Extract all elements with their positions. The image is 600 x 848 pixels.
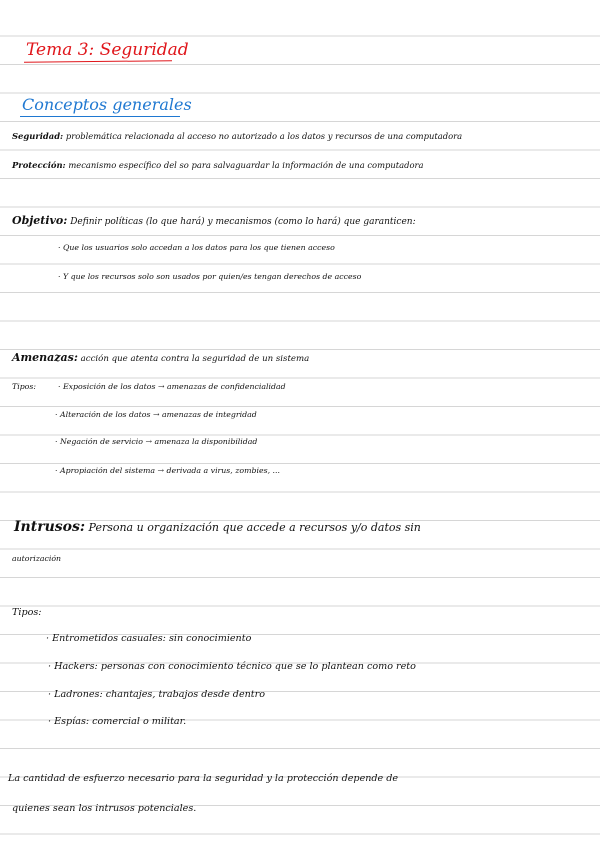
conclusion-line-2: quienes sean los intrusos potenciales. (12, 803, 197, 814)
list-item: · Ladrones: chantajes, trabajos desde dentro (48, 689, 266, 700)
amenazas-tipos-label: Tipos: (12, 382, 37, 391)
term-amenazas: Amenazas: (12, 351, 78, 364)
term-intrusos: Intrusos: (14, 519, 86, 535)
intrusos-text-continued: autorización (12, 554, 62, 563)
list-item: · Hackers: personas con conocimiento técnico que se lo plantean como reto (48, 661, 416, 672)
conclusion-line-1: La cantidad de esfuerzo necesario para la seguridad y la protección depende de (8, 773, 399, 784)
intrusos-tipos-label: Tipos: (12, 607, 42, 618)
intrusos-text: Persona u organización que accede a recursos y/o datos sin (88, 521, 421, 534)
amenazas-line (12, 352, 309, 364)
list-item: · Que los usuarios solo accedan a los datos para los que tienen acceso (58, 243, 335, 252)
definition-text: mecanismo específico del so para salvaguardar la información de una computadora (68, 160, 424, 170)
definition-text: problemática relacionada al acceso no autorizado a los datos y recursos de una computadora (65, 131, 463, 141)
intrusos-line (14, 520, 421, 534)
list-item: · Y que los recursos solo son usados por quien/es tengan derechos de acceso (58, 272, 362, 281)
section-title-underline (20, 116, 180, 117)
page-title: Tema 3: Seguridad (26, 40, 189, 60)
list-item: · Espías: comercial o militar. (48, 716, 187, 727)
definition-proteccion (12, 161, 424, 169)
term-objetivo: Objetivo: (12, 214, 68, 227)
list-item: · Exposición de los datos → amenazas de confidencialidad (58, 382, 286, 391)
definition-seguridad (12, 132, 462, 140)
title-underline (24, 60, 172, 63)
term-proteccion: Protección: (12, 160, 66, 170)
term-seguridad: Seguridad: (12, 131, 64, 141)
objetivo-text: Definir políticas (lo que hará) y mecanismos (como lo hará) que garanticen: (70, 217, 416, 227)
list-item: · Alteración de los datos → amenazas de integridad (55, 410, 257, 419)
list-item: · Negación de servicio → amenaza la disponibilidad (55, 437, 258, 446)
amenazas-text: acción que atenta contra la seguridad de un sistema (80, 354, 310, 364)
section-title: Conceptos generales (22, 95, 192, 114)
objetivo-line (12, 215, 416, 227)
list-item: · Entrometidos casuales: sin conocimiento (46, 633, 252, 644)
list-item: · Apropiación del sistema → derivada a virus, zombies, ... (55, 466, 280, 475)
